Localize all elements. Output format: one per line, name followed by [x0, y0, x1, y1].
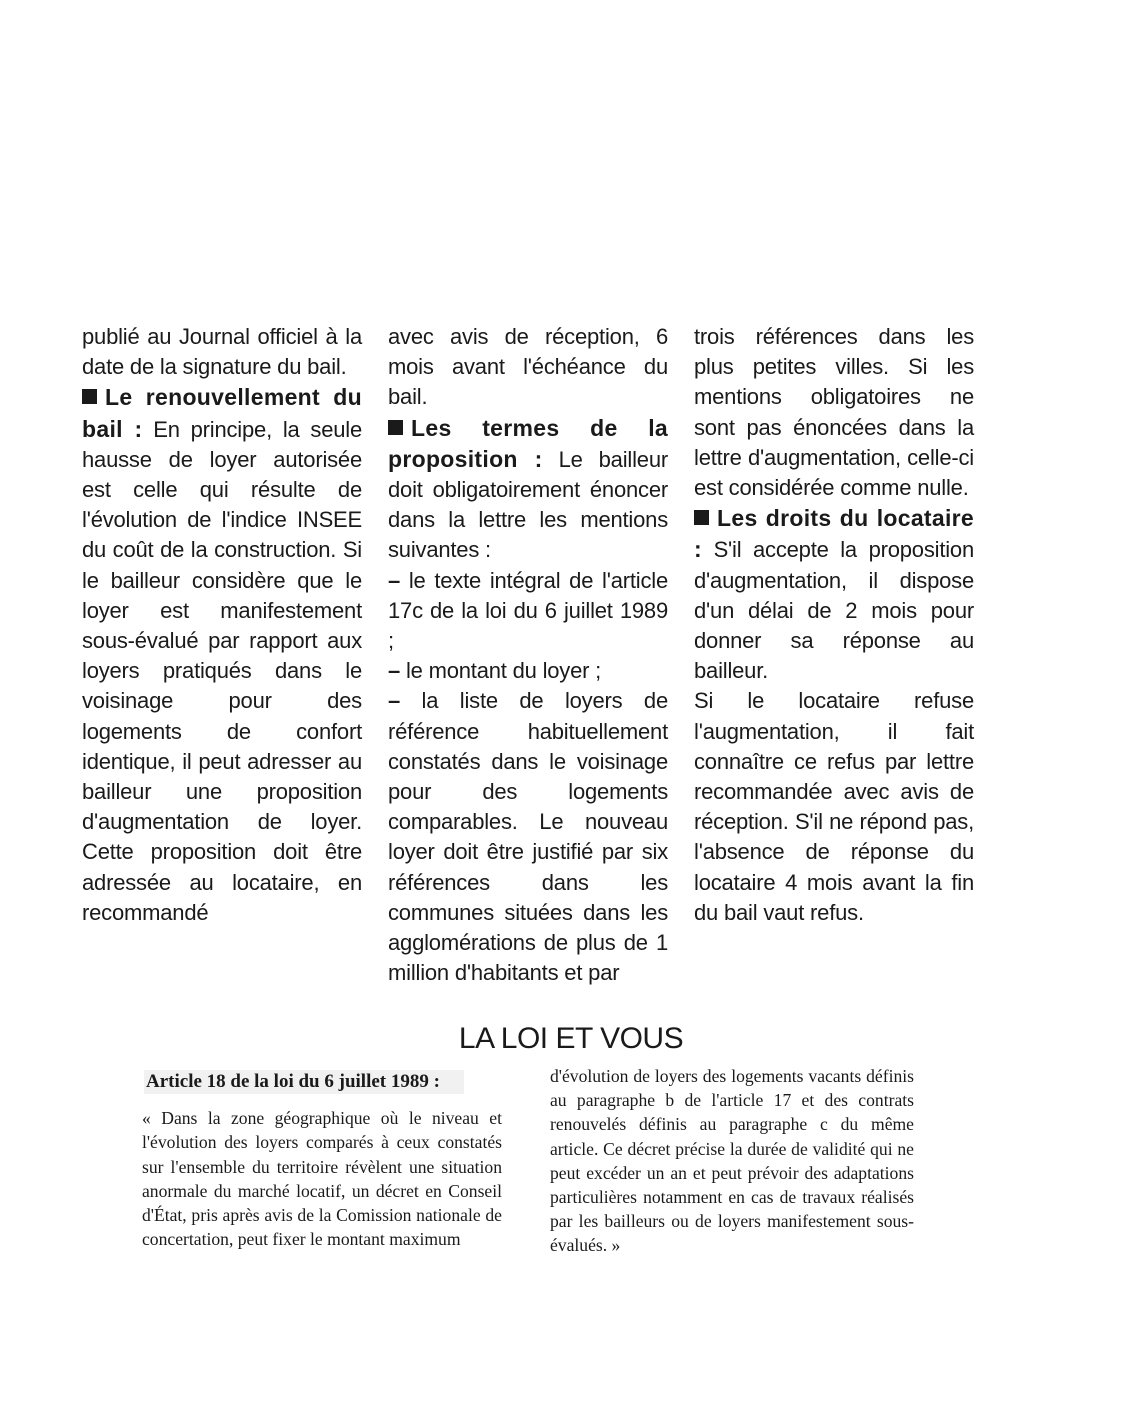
section-droits: [694, 503, 974, 686]
square-bullet-icon: [388, 420, 403, 435]
article-heading: Article 18 de la loi du 6 juillet 1989 :: [144, 1070, 464, 1094]
section-body: Le bailleur doit obligatoirement énoncer dans la lettre les mentions suivantes :: [388, 446, 668, 563]
column-1: [82, 322, 362, 988]
square-bullet-icon: [82, 389, 97, 404]
law-text-left: « Dans la zone géographique où le niveau et l'évolution des loyers comparés à ceux constatés sur l'ensemble du territoire révèlent une situation anormale du marché locatif, un décret en Conseil d'État, pris après avis de la Comission nationale de concertation, peut fixer le montant maximum: [142, 1108, 502, 1250]
col3-intro: trois références dans les plus petites villes. Si les mentions obligatoires ne sont pas énoncées dans la lettre d'augmentation, celle-ci est considérée comme nulle.: [694, 324, 974, 501]
law-box-right: [550, 1064, 914, 1258]
law-box-left: [142, 1064, 502, 1258]
section-body: S'il accepte la proposition d'augmentation, il dispose d'un délai de 2 mois pour donner sa réponse au bailleur.: [694, 537, 974, 684]
law-box: [142, 1064, 914, 1258]
section-heading: Les droits du locataire :: [694, 505, 974, 563]
section-heading: Le renouvellement du bail :: [82, 384, 362, 442]
box-title: LA LOI ET VOUS: [458, 1022, 684, 1055]
article-columns: [82, 322, 974, 988]
list-item: – le texte intégral de l'article 17c de la loi du 6 juillet 1989 ;: [388, 567, 668, 654]
list-item: – la liste de loyers de référence habituellement constatés dans le voisinage pour des logements comparables. Le nouveau loyer doit être justifié par six références dans les communes situées dans les agglomérations de plus de 1 million d'habitants et par: [388, 688, 669, 986]
law-text-right: d'évolution de loyers des logements vacants définis au paragraphe b de l'article 17 et des contrats renouvelés définis au paragraphe c du même article. Ce décret précise la durée de validité qui ne peut excéder un an et peut prévoir des adaptations particulières notamment en cas de travaux réalisés par les bailleurs ou de loyers manifestement sous-évalués. »: [550, 1066, 914, 1256]
col2-intro: avec avis de réception, 6 mois avant l'échéance du bail.: [388, 324, 668, 410]
section-body: En principe, la seule hausse de loyer autorisée est celle qui résulte de l'évolution de l'indice INSEE du coût de la construction. Si le bailleur considère que le loyer est manifestement sous-évalué par rapport aux loyers pratiqués dans le voisinage pour des logements de confort identique, il peut adresser au bailleur une proposition d'augmentation de loyer. Cette proposition doit être adressée au locataire, en recommandé: [82, 416, 362, 925]
square-bullet-icon: [694, 510, 709, 525]
column-2: [388, 322, 668, 988]
section-renouvellement: [82, 382, 362, 928]
column-3: [694, 322, 974, 988]
col1-intro: publié au Journal officiel à la date de la signature du bail.: [82, 324, 362, 380]
section-termes: [388, 413, 668, 566]
col3-paragraph: Si le locataire refuse l'augmentation, il fait connaître ce refus par lettre recommandée avec avis de réception. S'il ne répond pas, l'absence de réponse du locataire 4 mois avant la fin du bail vaut refus.: [694, 688, 974, 925]
section-heading: Les termes de la proposition :: [388, 414, 668, 472]
list-item: – le montant du loyer ;: [388, 658, 602, 684]
